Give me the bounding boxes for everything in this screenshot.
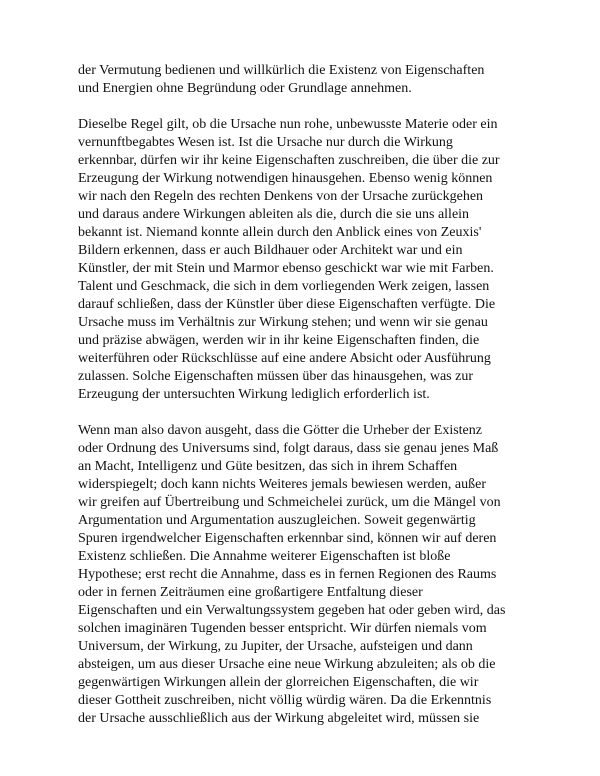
- text-line: Existenz schließen. Die Annahme weiterer Eigenschaften ist bloße: [78, 549, 451, 564]
- text-line: wir nach den Regeln des rechten Denkens von der Ursache zurückgehen: [78, 189, 484, 204]
- text-line: Hypothese; erst recht die Annahme, dass es in fernen Regionen des Raums: [78, 567, 497, 582]
- text-line: Bildern erkennen, dass er auch Bildhauer oder Architekt war und ein: [78, 243, 463, 258]
- text-line: Eigenschaften und ein Verwaltungssystem gegeben hat oder geben wird, das: [78, 603, 506, 618]
- text-line: Argumentation und Argumentation auszugleichen. Soweit gegenwärtig: [78, 513, 476, 528]
- text-line: Universum, der Wirkung, zu Jupiter, der Ursache, aufsteigen und dann: [78, 639, 473, 654]
- paragraph-2: [78, 116, 528, 404]
- text-line: gegenwärtigen Wirkungen allein der glorreichen Eigenschaften, die wir: [78, 675, 479, 690]
- text-line: Talent und Geschmack, die sich in dem vorliegenden Werk zeigen, lassen: [78, 279, 490, 294]
- text-line: Dieselbe Regel gilt, ob die Ursache nun rohe, unbewusste Materie oder ein: [78, 117, 498, 132]
- text-line: zulassen. Solche Eigenschaften müssen über das hinausgehen, was zur: [78, 369, 473, 384]
- text-line: Ursache muss im Verhältnis zur Wirkung stehen; und wenn wir sie genau: [78, 315, 488, 330]
- text-line: solchen imaginären Tugenden besser entspricht. Wir dürfen niemals vom: [78, 621, 487, 636]
- text-line: vernunftbegabtes Wesen ist. Ist die Ursache nur durch die Wirkung: [78, 135, 453, 150]
- text-line: an Macht, Intelligenz und Güte besitzen, das sich in ihrem Schaffen: [78, 459, 458, 474]
- text-line: wir greifen auf Übertreibung und Schmeichelei zurück, um die Mängel von: [78, 495, 501, 510]
- text-line: oder in fernen Zeiträumen eine großartigere Entfaltung dieser: [78, 585, 423, 600]
- text-line: und Energien ohne Begründung oder Grundlage annehmen.: [78, 81, 412, 96]
- document-page: [78, 62, 528, 746]
- text-line: bekannt ist. Niemand konnte allein durch den Anblick eines von Zeuxis': [78, 225, 482, 240]
- text-line: oder Ordnung des Universums sind, folgt daraus, dass sie genau jenes Maß: [78, 441, 499, 456]
- text-line: Wenn man also davon ausgeht, dass die Götter die Urheber der Existenz: [78, 423, 482, 438]
- text-line: absteigen, um aus dieser Ursache eine neue Wirkung abzuleiten; als ob die: [78, 657, 496, 672]
- text-line: Erzeugung der untersuchten Wirkung lediglich erforderlich ist.: [78, 387, 430, 402]
- text-line: und daraus andere Wirkungen ableiten als die, durch die sie uns allein: [78, 207, 470, 222]
- text-line: widerspiegelt; doch kann nichts Weiteres jemals bewiesen werden, außer: [78, 477, 486, 492]
- text-line: und präzise abwägen, werden wir in ihr keine Eigenschaften finden, die: [78, 333, 480, 348]
- text-line: weiterführen oder Rückschlüsse auf eine andere Absicht oder Ausführung: [78, 351, 491, 366]
- paragraph-3: [78, 422, 528, 728]
- text-line: Erzeugung der Wirkung notwendigen hinausgehen. Ebenso wenig können: [78, 171, 493, 186]
- text-line: dieser Gottheit zuschreiben, nicht völlig würdig wären. Da die Erkenntnis: [78, 693, 492, 708]
- text-line: der Ursache ausschließlich aus der Wirkung abgeleitet wird, müssen sie: [78, 711, 480, 726]
- text-line: Spuren irgendwelcher Eigenschaften erkennbar sind, können wir auf deren: [78, 531, 497, 546]
- text-line: erkennbar, dürfen wir ihr keine Eigenschaften zuschreiben, die über die zur: [78, 153, 500, 168]
- paragraph-1: [78, 62, 528, 98]
- text-line: Künstler, der mit Stein und Marmor ebenso geschickt war wie mit Farben.: [78, 261, 494, 276]
- text-line: darauf schließen, dass der Künstler über diese Eigenschaften verfügte. Die: [78, 297, 496, 312]
- text-line: der Vermutung bedienen und willkürlich die Existenz von Eigenschaften: [78, 63, 485, 78]
